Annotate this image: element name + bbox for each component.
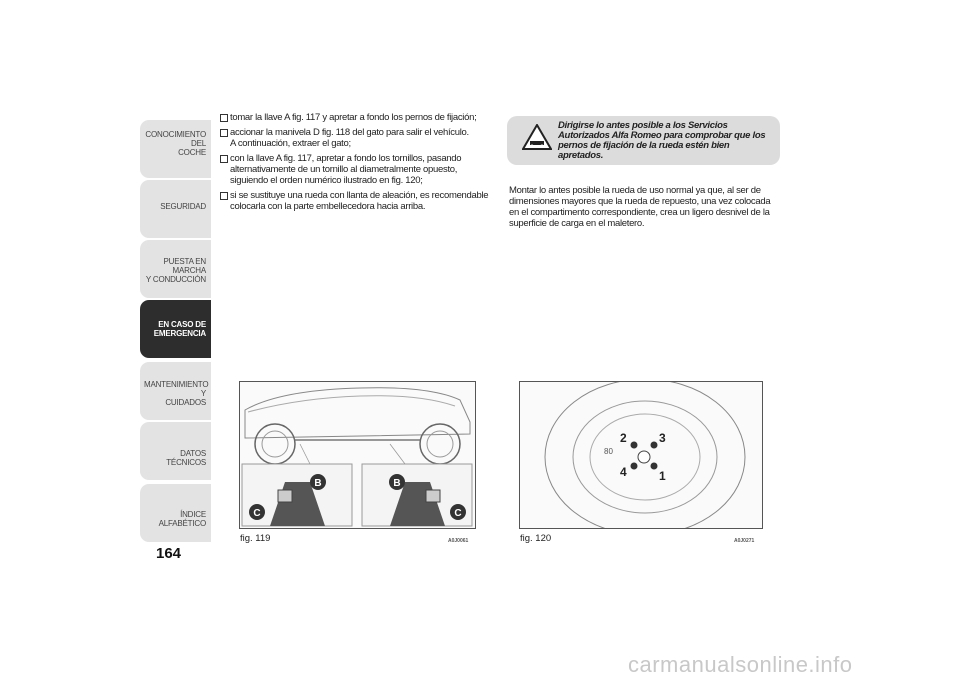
figure-code: A0J0271	[734, 538, 755, 544]
list-item: tomar la llave A fig. 117 y apretar a fondo los pernos de fijación;	[220, 112, 492, 123]
checkbox-bullet-icon	[220, 155, 228, 163]
figure-120	[519, 381, 763, 529]
tab-seguridad[interactable]	[140, 180, 211, 238]
checkbox-bullet-icon	[220, 114, 228, 122]
page-number: 164	[156, 545, 182, 562]
watermark: carmanualsonline.info	[628, 652, 853, 677]
tab-label: MANTENIMIENTO Y	[144, 380, 209, 398]
tab-puesta-en-marcha[interactable]	[140, 240, 211, 298]
tab-label: CUIDADOS	[165, 398, 206, 407]
svg-text:80: 80	[604, 447, 613, 456]
svg-text:C: C	[454, 508, 462, 519]
figure-caption: fig. 120	[520, 533, 552, 544]
tab-label: Y CONDUCCIÓN	[145, 275, 206, 284]
body-paragraph: Montar lo antes posible la rueda de uso normal ya que, al ser de dimensiones mayores que la rueda de repuesto, una vez colocada en el compartimento correspondiente, crea un ligero desnivel de la superficie de carga en el maletero.	[509, 185, 771, 229]
tab-en-caso-de-emergencia[interactable]	[140, 300, 211, 358]
tab-label: SEGURIDAD	[160, 202, 206, 211]
figure-caption: fig. 119	[240, 533, 271, 544]
tab-datos-tecnicos[interactable]	[140, 422, 211, 480]
list-item: si se sustituye una rueda con llanta de aleación, es recomendable colocarla con la parte embellecedora hacia arriba.	[220, 190, 492, 212]
checkbox-bullet-icon	[220, 129, 228, 137]
list-item: accionar la manivela D fig. 118 del gato para salir el vehículo. A continuación, extraer el gato;	[220, 127, 492, 149]
warning-box	[507, 116, 780, 165]
tab-label: EMERGENCIA	[153, 329, 206, 338]
figure-119	[239, 381, 476, 529]
svg-text:4: 4	[620, 465, 627, 479]
tab-label: COCHE	[178, 148, 206, 157]
figure-code: A0J0061	[448, 538, 469, 544]
warning-text: Dirigirse lo antes posible a los Servicios Autorizados Alfa Romeo para comprobar que los pernos de fijación de la rueda estén bien apretados.	[558, 120, 766, 161]
svg-text:1: 1	[659, 469, 666, 483]
tab-label: EN CASO DE	[158, 320, 206, 329]
warning-triangle-icon	[522, 124, 552, 150]
tab-indice-alfabetico[interactable]	[140, 484, 211, 542]
tab-mantenimiento[interactable]	[140, 362, 211, 420]
instruction-list	[220, 112, 492, 216]
tab-conocimiento-del-coche[interactable]	[140, 120, 211, 178]
tab-label: PUESTA EN MARCHA	[163, 257, 206, 275]
svg-text:B: B	[314, 478, 322, 489]
svg-text:B: B	[393, 478, 401, 489]
checkbox-bullet-icon	[220, 192, 228, 200]
wheel-bolt-order-illustration	[520, 382, 762, 528]
svg-text:3: 3	[659, 431, 666, 445]
tab-label: ÍNDICE ALFABÉTICO	[158, 510, 206, 528]
car-jack-illustration	[240, 382, 475, 528]
svg-text:2: 2	[620, 431, 627, 445]
svg-text:C: C	[253, 508, 261, 519]
list-item: con la llave A fig. 117, apretar a fondo los tornillos, pasando alternativamente de un tornillo al diametralmente opuesto, siguiendo el orden numérico ilustrado en fig. 120;	[220, 153, 492, 186]
tab-label: DATOS TÉCNICOS	[166, 449, 206, 467]
tab-label: CONOCIMIENTO DEL	[145, 130, 206, 148]
